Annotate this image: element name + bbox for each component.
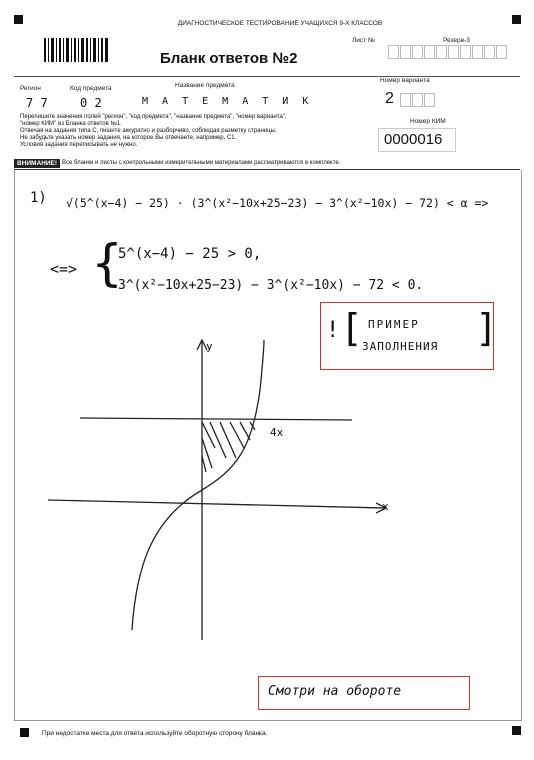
registration-marker [20, 728, 29, 737]
equivalence-sign: <=> [50, 260, 78, 278]
instruction-line: Условия задания переписывать не нужно. [20, 142, 138, 148]
task-number: 1) [30, 190, 47, 206]
example-line-2: ЗАПОЛНЕНИЯ [362, 340, 439, 353]
warning-badge: ВНИМАНИЕ! [14, 159, 60, 168]
variant-label: Номер варианта [380, 77, 430, 84]
sheet-number-label: Лист № [352, 37, 375, 44]
variant-boxes [400, 93, 436, 107]
example-open-bracket: [ [340, 306, 363, 350]
form-title: Бланк ответов №2 [160, 50, 298, 67]
instruction-line: "номер КИМ" из Бланка ответов №1. [20, 121, 122, 127]
subject-name-label: Название предмета [175, 82, 235, 89]
subject-name-value: М А Т Е М А Т И К [142, 96, 313, 107]
y-axis-label: y [206, 340, 213, 353]
test-title: ДИАГНОСТИЧЕСКОЕ ТЕСТИРОВАНИЕ УЧАЩИХСЯ 9-Х КЛАССОВ [177, 20, 383, 27]
sheet-number-boxes [388, 45, 508, 59]
see-reverse-text: Смотри на обороте [268, 684, 402, 699]
subject-code-value: 0 2 [80, 96, 102, 110]
function-sketch [40, 330, 400, 650]
example-close-bracket: ] [475, 306, 498, 350]
kim-label: Номер КИМ [410, 118, 446, 125]
system-line-2: 3^(x²−10x+25−23) − 3^(x²−10x) − 72 < 0. [118, 278, 424, 293]
instruction-line: Отвечая на задания типа С, пишите аккуратно и разборчиво, соблюдая разметку страницы. [20, 128, 277, 134]
kim-box [378, 128, 456, 152]
example-line-1: ПРИМЕР [368, 318, 420, 331]
divider [14, 76, 520, 77]
region-label: Регион [20, 85, 41, 92]
system-line-1: 5^(x−4) − 25 > 0, [118, 246, 262, 262]
registration-marker [512, 15, 521, 24]
instruction-line: Перепишите значения полей "регион", "код предмета", "название предмета", "номер варианта", [20, 114, 287, 120]
system-brace: { [92, 234, 123, 292]
variant-value: 2 [385, 90, 394, 107]
kim-value: 0000016 [384, 131, 443, 148]
instructions [20, 114, 360, 149]
instruction-line: Не забудьте указать номер задания, на которое Вы отвечаете, например, С1. [20, 135, 237, 141]
curve-label: 4x [270, 426, 284, 439]
x-axis-label: x [382, 500, 389, 513]
region-value: 7 7 [26, 96, 48, 110]
reserve-label: Резерв-3 [443, 37, 470, 44]
example-mark: ! [326, 318, 340, 343]
barcode [44, 38, 109, 62]
footer-note: При недостатке места для ответа используйте оборотную сторону бланка. [42, 730, 268, 737]
expression-line-1: √(5^(x−4) − 25) · (3^(x²−10x+25−23) − 3^(x²−10x) − 72) < α => [66, 196, 489, 210]
warning-text: Все бланки и листы с контрольными измерительными материалами рассматриваются в комплекте. [62, 160, 341, 166]
subject-code-label: Код предмета [70, 85, 112, 92]
registration-marker [14, 15, 23, 24]
registration-marker [512, 726, 521, 735]
